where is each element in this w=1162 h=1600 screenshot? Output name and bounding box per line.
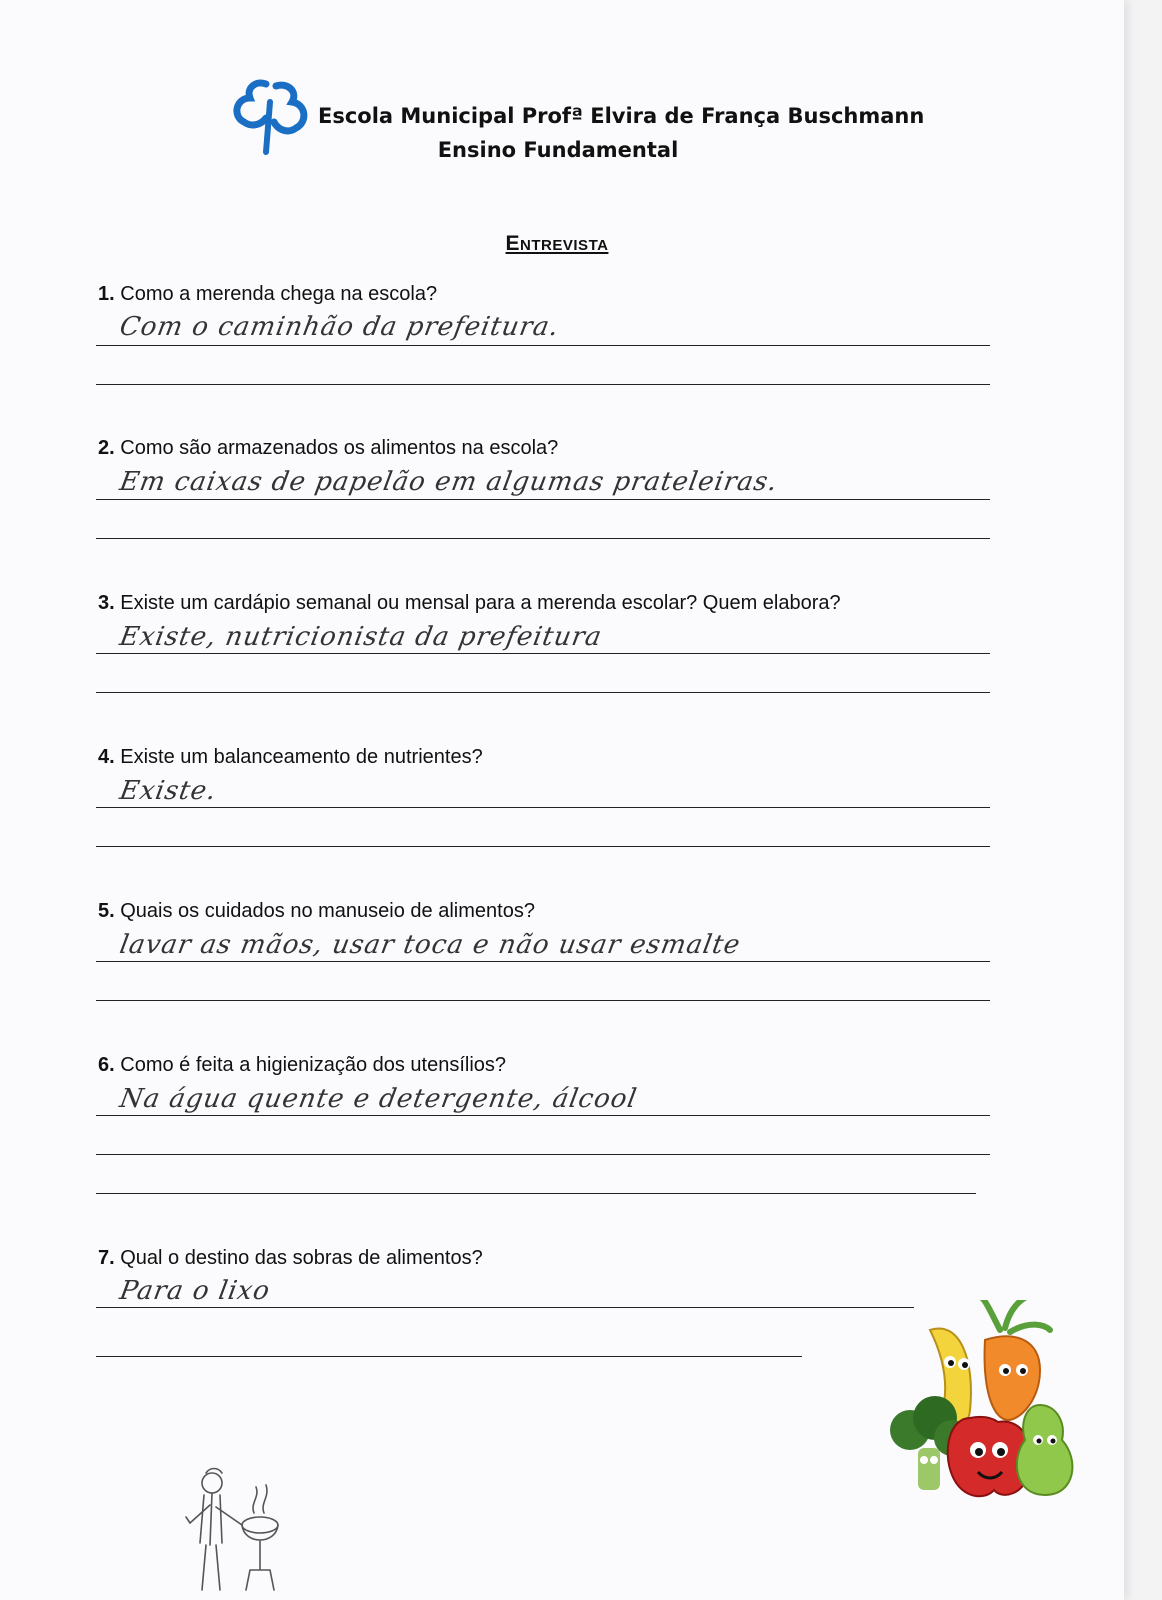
answer-line — [96, 846, 990, 847]
school-name: Escola Municipal Profª Elvira de França Buschmann — [318, 104, 925, 128]
question-number: 2. — [98, 437, 115, 459]
school-level: Ensino Fundamental — [437, 138, 679, 162]
question-text: Existe um cardápio semanal ou mensal para a merenda escolar? Quem elabora? — [120, 592, 841, 614]
question-text: Quais os cuidados no manuseio de alimentos? — [120, 900, 535, 922]
question-number: 1. — [98, 283, 115, 305]
answer-line — [96, 1000, 990, 1001]
answer-line — [96, 807, 990, 808]
question-text: Qual o destino das sobras de alimentos? — [120, 1247, 483, 1269]
question-5 — [98, 900, 535, 923]
answer-line — [96, 1154, 990, 1155]
question-2 — [98, 437, 558, 460]
answer-2: Em caixas de papelão em algumas prateleiras. — [117, 467, 781, 497]
tree-logo-icon — [232, 78, 310, 158]
question-text: Existe um balanceamento de nutrientes? — [120, 746, 483, 768]
question-number: 6. — [98, 1054, 115, 1076]
answer-line — [96, 653, 990, 654]
question-text: Como a merenda chega na escola? — [120, 283, 438, 305]
answer-line — [96, 1356, 802, 1357]
answer-line — [96, 1307, 914, 1308]
answer-line — [96, 961, 990, 962]
question-text: Como são armazenados os alimentos na escola? — [120, 437, 559, 459]
question-text: Como é feita a higienização dos utensílios? — [120, 1054, 507, 1076]
answer-line — [96, 538, 990, 539]
answer-line — [96, 692, 990, 693]
answer-line — [96, 384, 990, 385]
answer-4: Existe. — [117, 776, 220, 806]
fruit-characters-icon — [890, 1300, 1090, 1520]
question-number: 5. — [98, 900, 115, 922]
answer-line — [96, 1115, 990, 1116]
question-1 — [98, 283, 437, 306]
question-number: 7. — [98, 1247, 115, 1269]
answer-7: Para o lixo — [117, 1276, 273, 1306]
question-7 — [98, 1247, 483, 1270]
answer-line — [96, 345, 990, 346]
page-title: Entrevista — [505, 232, 609, 255]
question-3 — [98, 592, 841, 615]
question-number: 4. — [98, 746, 115, 768]
question-number: 3. — [98, 592, 115, 614]
answer-line — [96, 1193, 976, 1194]
answer-5: lavar as mãos, usar toca e não usar esmalte — [117, 930, 743, 960]
question-4 — [98, 746, 483, 769]
answer-3: Existe, nutricionista da prefeitura — [117, 622, 605, 652]
answer-6: Na água quente e detergente, álcool — [117, 1084, 640, 1114]
question-6 — [98, 1054, 506, 1077]
chef-grill-drawing-icon — [180, 1465, 300, 1595]
answer-line — [96, 499, 990, 500]
answer-1: Com o caminhão da prefeitura. — [117, 312, 562, 342]
